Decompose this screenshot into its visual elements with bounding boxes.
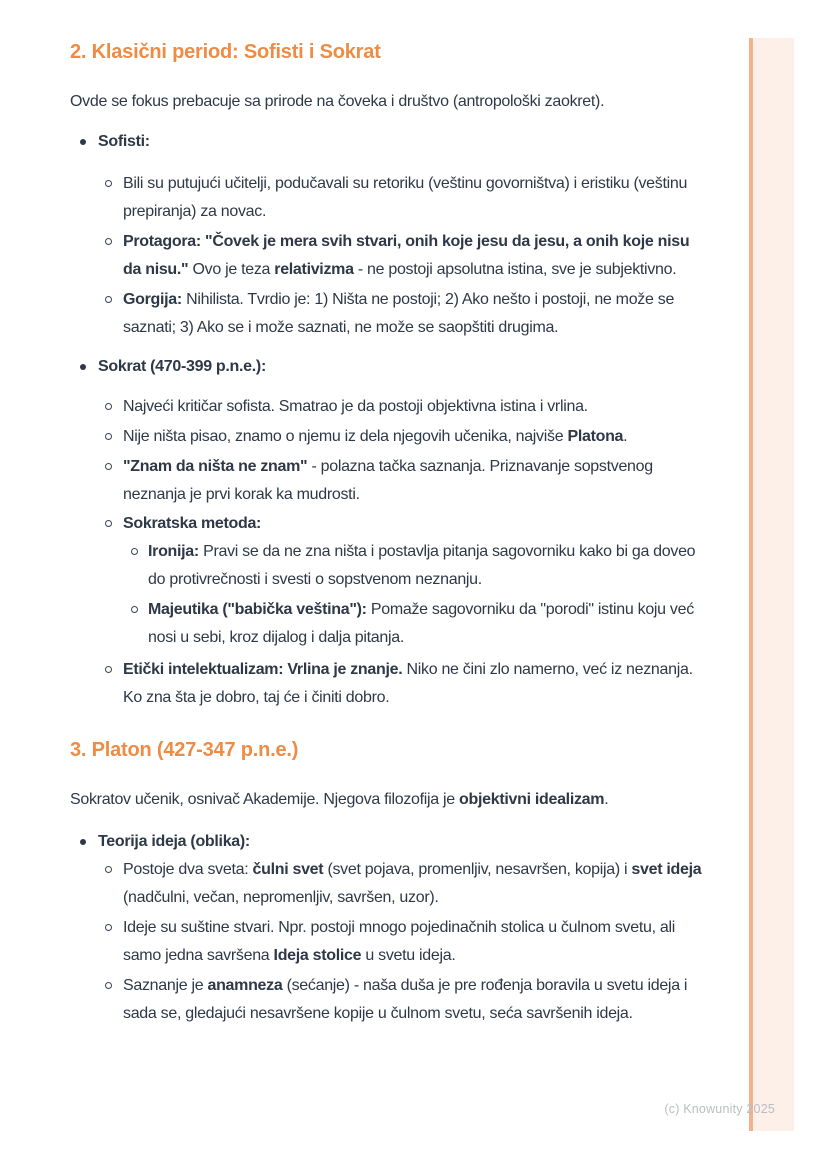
paragraph: Ovde se fokus prebacuje sa prirode na čoveka i društvo (antropološki zaokret). xyxy=(70,93,605,110)
bullet-circle-icon xyxy=(105,296,112,303)
list-item-text: Bili su putujući učitelji, podučavali su retoriku (veštinu govorništva) i eristiku (veštinu prepiranja) za novac. xyxy=(123,175,688,220)
list-item-text: Ideje su suštine stvari. Npr. postoji mnogo pojedinačnih stolica u čulnom svetu, ali samo jedna savršena Ideja stolice u svetu ideja. xyxy=(123,919,675,964)
paragraph: Sokratov učenik, osnivač Akademije. Njegova filozofija je objektivni idealizam. xyxy=(70,791,609,808)
list-item-text: "Znam da ništa ne znam" - polazna tačka saznanja. Priznavanje sopstvenog neznanja je prvi korak ka mudrosti. xyxy=(123,458,653,503)
bullet-dot-icon xyxy=(80,839,86,845)
bullet-circle-icon xyxy=(105,180,112,187)
accent-stripe xyxy=(749,38,794,1131)
list-item-level-2 xyxy=(70,286,710,342)
list-item-level-1 xyxy=(70,128,710,156)
list-item-text: Majeutika ("babička veština"): Pomaže sagovorniku da "porodi" istinu koju već nosi u sebi, kroz dijalog i dalja pitanja. xyxy=(148,601,694,646)
list-item-text: Saznanje je anamneza (sećanje) - naša duša je pre rođenja boravila u svetu ideja i sada se, gledajući nesavršene kopije u čulnom svetu, seća savršenih ideja. xyxy=(123,977,688,1022)
bullet-circle-icon xyxy=(105,403,112,410)
bullet-circle-icon xyxy=(105,666,112,673)
bullet-circle-icon xyxy=(105,433,112,440)
bullet-circle-icon xyxy=(131,548,138,555)
bullet-circle-icon xyxy=(105,238,112,245)
list-item-text: Teorija ideja (oblika): xyxy=(98,833,250,850)
list-item-level-2 xyxy=(70,170,710,226)
list-item-level-1 xyxy=(70,353,710,381)
section-heading: 3. Platon (427-347 p.n.e.) xyxy=(70,739,299,761)
bullet-circle-icon xyxy=(105,463,112,470)
document-body xyxy=(70,40,710,1028)
list-item-level-2 xyxy=(70,423,710,451)
list-item-level-2 xyxy=(70,393,710,421)
list-item-level-3 xyxy=(70,596,710,652)
section-heading: 2. Klasični period: Sofisti i Sokrat xyxy=(70,41,381,63)
bullet-circle-icon xyxy=(105,866,112,873)
list-item-level-2 xyxy=(70,914,710,970)
list-item-text: Gorgija: Nihilista. Tvrdio je: 1) Ništa ne postoji; 2) Ako nešto i postoji, ne može se saznati; 3) Ako se i može saznati, ne može se saopštiti drugima. xyxy=(123,291,675,336)
list-item-text: Protagora: "Čovek je mera svih stvari, onih koje jesu da jesu, a onih koje nisu da nisu." Ovo je teza relativizma - ne postoji apsolutna istina, sve je subjektivno. xyxy=(123,233,690,278)
list-item-text: Postoje dva sveta: čulni svet (svet pojava, promenljiv, nesavršen, kopija) i svet ideja (nadčulni, večan, nepromenljiv, savršen, uzor). xyxy=(123,861,702,906)
bullet-circle-icon xyxy=(105,520,112,527)
list-item-text: Etički intelektualizam: Vrlina je znanje. Niko ne čini zlo namerno, već iz neznanja. Ko zna šta je dobro, taj će i činiti dobro. xyxy=(123,661,693,706)
list-item-text: Ironija: Pravi se da ne zna ništa i postavlja pitanja sagovorniku kako bi ga doveo do protivrečnosti i svesti o sopstvenom neznanju. xyxy=(148,543,696,588)
list-item-text: Najveći kritičar sofista. Smatrao je da postoji objektivna istina i vrlina. xyxy=(123,398,588,415)
list-item-level-2 xyxy=(70,856,710,912)
list-item-level-2 xyxy=(70,656,710,712)
list-item-text: Sokrat (470-399 p.n.e.): xyxy=(98,358,266,375)
bullet-circle-icon xyxy=(131,606,138,613)
copyright-watermark: (c) Knowunity 2025 xyxy=(664,1102,775,1116)
list-item-level-2 xyxy=(70,510,710,538)
list-item-text: Sokratska metoda: xyxy=(123,515,262,532)
bullet-dot-icon xyxy=(80,139,86,145)
bullet-dot-icon xyxy=(80,364,86,370)
list-item-level-1 xyxy=(70,828,710,856)
list-item-text: Nije ništa pisao, znamo o njemu iz dela njegovih učenika, najviše Platona. xyxy=(123,428,628,445)
list-item-level-2 xyxy=(70,228,710,284)
list-item-text: Sofisti: xyxy=(98,133,150,150)
list-item-level-2 xyxy=(70,453,710,509)
list-item-level-2 xyxy=(70,972,710,1028)
bullet-circle-icon xyxy=(105,924,112,931)
list-item-level-3 xyxy=(70,538,710,594)
bullet-circle-icon xyxy=(105,982,112,989)
